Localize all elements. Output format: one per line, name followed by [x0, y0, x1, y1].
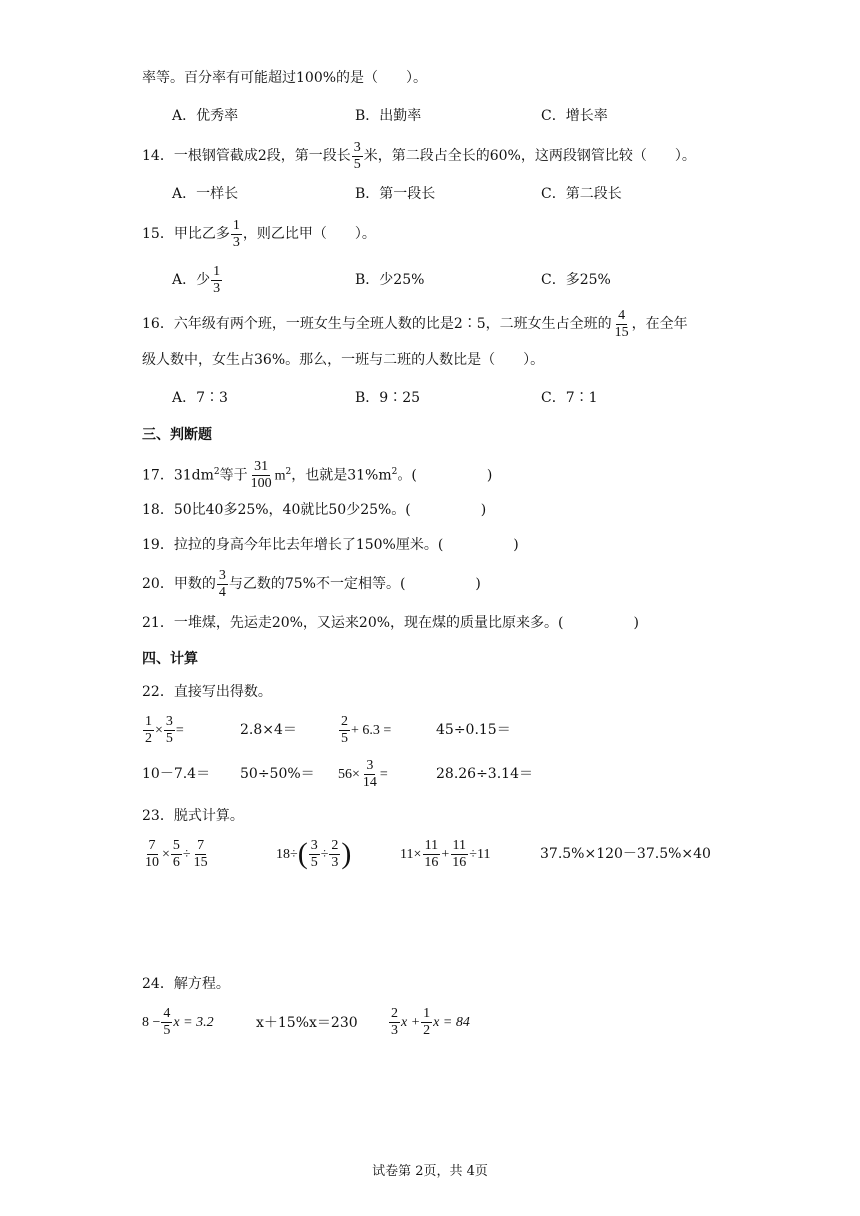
- q24-equation-2: x＋15%x＝230: [256, 1015, 358, 1031]
- q15-option-b: B．少25%: [355, 272, 425, 288]
- q13-option-c: C．增长率: [541, 108, 608, 124]
- fraction: $\frac{3}{4}$: [218, 567, 226, 600]
- q22-expr-1: $\frac{1}{2}$ × $\frac{3}{5}$ =: [145, 713, 184, 746]
- question-24-title: 24．解方程。: [142, 976, 230, 992]
- q23-expr-4: 37.5%×120－37.5%×40: [540, 846, 711, 862]
- question-22-title: 22．直接写出得数。: [142, 684, 272, 700]
- question-23-title: 23．脱式计算。: [142, 808, 244, 824]
- q15-option-a: A．少 $\frac{1}{3}$: [172, 263, 221, 296]
- question-16-line2: 级人数中，女生占36%。那么，一班与二班的人数比是（ ）。: [142, 352, 545, 368]
- q23-expr-2: 18÷( $\frac{3}{5}$ ÷ $\frac{2}{3}$ ): [276, 837, 352, 870]
- q15-option-c: C．多25%: [541, 272, 611, 288]
- fraction: $\frac{1}{3}$: [232, 217, 240, 250]
- q22-expr-6: 50÷50%＝: [240, 766, 315, 782]
- fraction: $\frac{3}{5}$: [353, 139, 361, 172]
- q14-option-a: A．一样长: [172, 186, 239, 202]
- question-20: 20．甲数的 $\frac{3}{4}$ 与乙数的75%不一定相等。( ): [142, 567, 481, 600]
- q23-expr-1: $\frac{7}{10}$ × $\frac{5}{6}$ ÷ $\frac{7}{15}$: [145, 837, 208, 870]
- q22-expr-2: 2.8×4＝: [240, 722, 297, 738]
- q13-option-a: A．优秀率: [172, 108, 239, 124]
- q14-option-b: B．第一段长: [355, 186, 436, 202]
- q13-option-b: B．出勤率: [355, 108, 422, 124]
- q24-equation-3: $\frac{2}{3}$ x + $\frac{1}{2}$ x = 84: [391, 1005, 470, 1038]
- fraction: $\frac{4}{15}$: [614, 307, 629, 340]
- page-footer: 试卷第 2页，共 4页: [372, 1164, 488, 1179]
- q22-expr-4: 45÷0.15＝: [436, 722, 511, 738]
- question-21: 21．一堆煤，先运走20%，又运来20%，现在煤的质量比原来多。( ): [142, 615, 639, 631]
- question-14: 14．一根钢管截成2段，第一段长 $\frac{3}{5}$ 米，第二段占全长的60%，这两段钢管比较（ ）。: [142, 139, 696, 172]
- fraction: $\frac{31}{100}$: [250, 459, 272, 492]
- q23-expr-3: 11× $\frac{11}{16}$ + $\frac{11}{16}$ ÷11: [400, 837, 491, 870]
- q22-expr-5: 10－7.4＝: [142, 766, 211, 782]
- section-heading-judgement: 三、判断题: [142, 427, 212, 443]
- q14-option-c: C．第二段长: [541, 186, 622, 202]
- q22-expr-7: 56× $\frac{3}{14}$ =: [338, 757, 388, 790]
- q16-option-c: C．7∶1: [541, 390, 598, 406]
- section-heading-calculation: 四、计算: [142, 651, 198, 667]
- q22-expr-8: 28.26÷3.14＝: [436, 766, 533, 782]
- q16-option-a: A．7∶3: [172, 390, 228, 406]
- question-17: 17．$31dm^2$等于 $\frac{31}{100}$ $m^2$，也就是$31\%m^2$。( ): [142, 459, 493, 492]
- question-16: 16．六年级有两个班，一班女生与全班人数的比是2∶5，二班女生占全班的 $\frac{4}{15}$ ，在全年: [142, 307, 688, 340]
- fraction: $\frac{1}{3}$: [213, 263, 221, 296]
- q13-text: 率等。百分率有可能超过100%的是（ ）。: [142, 70, 428, 86]
- q22-expr-3: $\frac{2}{5}$ + 6.3 =: [341, 713, 392, 746]
- question-18: 18．50比40多25%，40就比50少25%。( ): [142, 502, 487, 518]
- q24-equation-1: 8 − $\frac{4}{5}$ x = 3.2: [142, 1005, 214, 1038]
- question-19: 19．拉拉的身高今年比去年增长了150%厘米。( ): [142, 537, 519, 553]
- q16-option-b: B．9∶25: [355, 390, 421, 406]
- question-15: 15．甲比乙多 $\frac{1}{3}$ ，则乙比甲（ ）。: [142, 217, 376, 250]
